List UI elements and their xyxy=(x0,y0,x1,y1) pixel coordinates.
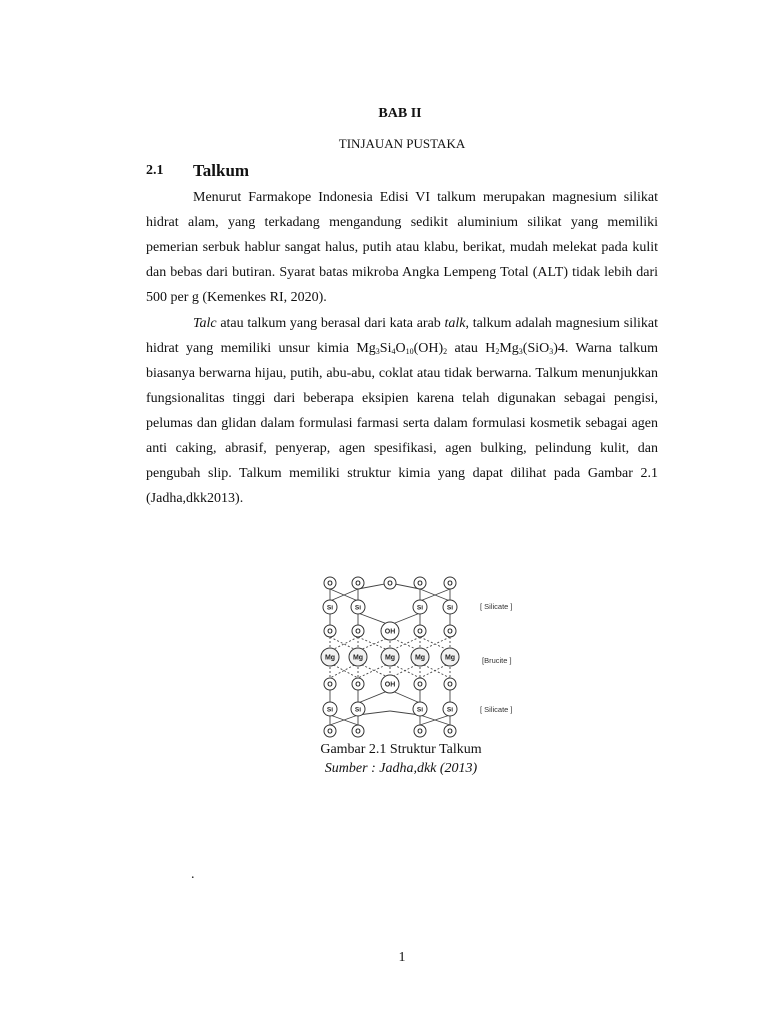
oxygen-atom xyxy=(324,577,336,589)
para2-text-4: . Warna talkum biasanya berwarna hijau, putih, abu-abu, coklat atau tidak berwarna. Talkum menunjukkan fungsionalitas tinggi dari beberapa eksipien karena telah digunakan sebagai pengisi, pelumas dan glidan dalam formulasi farmasi serta dalam formulasi kosmetik sebagai agen anti caking, abrasif, penyerap, agen spesifikasi, agen bulking, pelindung kulit, dan pengubah slip. Talkum memiliki struktur kimia yang dapat dilihat pada Gambar 2.1 (Jadha,dkk2013). xyxy=(146,341,658,506)
svg-text:Mg: Mg xyxy=(324,654,336,662)
oxygen-atom xyxy=(414,725,426,737)
svg-text:O: O xyxy=(417,681,423,689)
svg-text:O: O xyxy=(355,580,361,588)
oxygen-atom xyxy=(352,577,364,589)
svg-text:Mg: Mg xyxy=(352,654,364,662)
svg-text:Si: Si xyxy=(326,706,334,714)
hydroxyl-group xyxy=(381,622,399,640)
svg-text:O: O xyxy=(417,628,423,636)
svg-text:Mg: Mg xyxy=(384,654,396,662)
silicon-atom xyxy=(351,702,365,716)
silicate-top-label: [ Silicate ] xyxy=(480,602,513,611)
svg-text:O: O xyxy=(355,681,361,689)
oxygen-atom xyxy=(444,678,456,690)
silicon-atom xyxy=(413,600,427,614)
oxygen-atom xyxy=(352,678,364,690)
magnesium-atom xyxy=(411,648,429,666)
magnesium-atom xyxy=(349,648,367,666)
chapter-label: BAB II xyxy=(378,106,422,121)
svg-text:OH: OH xyxy=(384,628,396,636)
oxygen-atom xyxy=(324,678,336,690)
silicon-atom xyxy=(413,702,427,716)
svg-text:Si: Si xyxy=(446,604,454,612)
svg-text:O: O xyxy=(327,681,333,689)
magnesium-atom xyxy=(441,648,459,666)
oxygen-atom xyxy=(414,577,426,589)
svg-text:O: O xyxy=(387,580,393,588)
paragraph-farmakope: Menurut Farmakope Indonesia Edisi VI talkum merupakan magnesium silikat hidrat alam, yang terkadang mengandung sedikit aluminium silikat yang memiliki pemerian serbuk hablur sangat halus, putih atau klabu, berikat, mudah melekat pada kulit dan bebas dari butiran. Syarat batas mikroba Angka Lempeng Total (ALT) tidak lebih dari 500 per g (Kemenkes RI, 2020). xyxy=(146,190,658,305)
svg-text:Si: Si xyxy=(446,706,454,714)
para2-text-3: atau xyxy=(447,341,486,356)
page-number: 1 xyxy=(398,950,406,965)
para2-text-1: atau talkum yang berasal dari kata arab xyxy=(216,316,445,331)
svg-text:Si: Si xyxy=(416,706,424,714)
svg-text:Mg: Mg xyxy=(444,654,456,662)
svg-text:Mg: Mg xyxy=(414,654,426,662)
svg-text:O: O xyxy=(417,728,423,736)
talc-structure-diagram xyxy=(310,571,530,741)
svg-text:Si: Si xyxy=(416,604,424,612)
magnesium-atom xyxy=(321,648,339,666)
silicon-atom xyxy=(323,600,337,614)
talk-term: talk xyxy=(444,316,466,331)
oxygen-atom xyxy=(384,577,396,589)
svg-text:O: O xyxy=(355,728,361,736)
silicon-atom xyxy=(443,702,457,716)
oxygen-atom xyxy=(444,725,456,737)
chapter-title: TINJAUAN PUSTAKA xyxy=(338,136,466,151)
svg-text:O: O xyxy=(327,728,333,736)
svg-text:O: O xyxy=(355,628,361,636)
magnesium-atom xyxy=(381,648,399,666)
section-title: Talkum xyxy=(193,161,250,180)
oxygen-atom xyxy=(324,625,336,637)
figure-caption: Gambar 2.1 Struktur Talkum xyxy=(320,742,482,757)
oxygen-atom xyxy=(324,725,336,737)
svg-text:O: O xyxy=(417,580,423,588)
svg-text:O: O xyxy=(447,580,453,588)
paragraph-talc xyxy=(146,311,658,511)
svg-text:Si: Si xyxy=(354,706,362,714)
oxygen-atom xyxy=(444,625,456,637)
para2-text-2: , talkum adalah magnesium silikat hidrat yang memiliki unsur kimia xyxy=(146,316,658,356)
oxygen-atom xyxy=(414,678,426,690)
formula-2: $H_2Mg_3(SiO_3)4$ xyxy=(485,341,565,356)
oxygen-atom xyxy=(352,625,364,637)
svg-text:O: O xyxy=(447,681,453,689)
silicon-atom xyxy=(323,702,337,716)
silicon-atom xyxy=(351,600,365,614)
talc-term: Talc xyxy=(193,316,217,331)
talc-structure-figure xyxy=(310,571,530,741)
oxygen-atom xyxy=(444,577,456,589)
silicate-bottom-label: [ Silicate ] xyxy=(480,705,513,714)
svg-text:Si: Si xyxy=(326,604,334,612)
section-number: 2.1 xyxy=(146,163,164,178)
formula-1: $Mg_3Si_4O_{10}(OH)_2$ xyxy=(356,341,448,356)
svg-text:O: O xyxy=(447,728,453,736)
svg-text:OH: OH xyxy=(384,681,396,689)
stray-period: . xyxy=(191,867,195,882)
oxygen-atom xyxy=(414,625,426,637)
figure-source: Sumber : Jadha,dkk (2013) xyxy=(324,761,478,776)
oxygen-atom xyxy=(352,725,364,737)
silicon-atom xyxy=(443,600,457,614)
brucite-label: [Brucite ] xyxy=(482,656,512,665)
hydroxyl-group xyxy=(381,675,399,693)
svg-text:Si: Si xyxy=(354,604,362,612)
svg-text:O: O xyxy=(327,580,333,588)
svg-text:O: O xyxy=(447,628,453,636)
svg-text:O: O xyxy=(327,628,333,636)
